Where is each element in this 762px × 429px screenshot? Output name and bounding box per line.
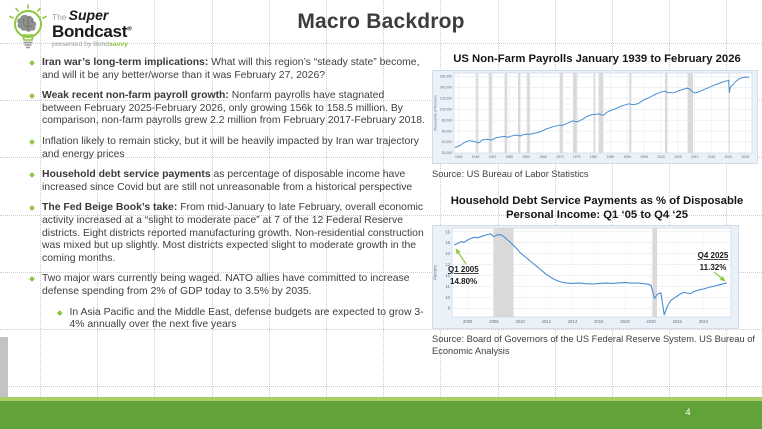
svg-text:16: 16 <box>445 229 450 235</box>
debt-service-chart-block <box>432 195 762 357</box>
bullet-diamond-icon <box>29 206 35 212</box>
bullet-list <box>28 57 426 332</box>
bullet-item <box>28 136 426 161</box>
bullet-item <box>28 169 426 194</box>
logo-presented-by: presented by <box>52 40 94 48</box>
logo-text <box>52 8 132 49</box>
payrolls-chart <box>432 70 758 164</box>
charts-column <box>432 53 762 357</box>
chart-annotation-value: 11.32% <box>699 263 727 272</box>
bullet-text: In Asia Pacific and the Middle East, defense budgets are expected to grow 3-4% annually over the next five years <box>69 306 424 331</box>
svg-text:20,000: 20,000 <box>441 150 452 155</box>
svg-text:100,000: 100,000 <box>439 106 452 111</box>
svg-text:2000: 2000 <box>657 154 665 159</box>
bullet-text: Two major wars currently being waged. NATO allies have committed to increase defense spending from 2% of GDP today to 3.5% by 2035. <box>42 273 410 297</box>
sub-bullet-item <box>28 307 426 332</box>
svg-text:2025: 2025 <box>741 154 750 159</box>
bullet-item <box>28 90 426 128</box>
svg-text:2018: 2018 <box>620 318 630 324</box>
svg-text:2022: 2022 <box>672 318 682 324</box>
bullet-item <box>28 273 426 298</box>
svg-text:Thousands of Persons: Thousands of Persons <box>433 94 438 131</box>
logo-super: Super <box>68 6 109 23</box>
svg-text:2012: 2012 <box>541 318 551 324</box>
debt-service-chart-title: Household Debt Service Payments as % of Disposable Personal Income: Q1 ‘05 to Q4 ‘25 <box>450 195 744 221</box>
bullet-text: Weak recent non-farm payroll growth: Nonfarm payrolls have stagnated between February 2025-February 2026, only growing 156k to 158.5 million. By comparison, non-farm payrolls grew 2.2 million from February 2017-February 2018. <box>42 90 425 127</box>
bullet-text: The Fed Beige Book’s take: From mid-January to late February, overall economic activity increased at a “slight to moderate pace” at 7 of the 12 Federal Reserve districts. Eight districts reported manufacturing growth. Non-residential construction was mixed but up slightly. Most districts expected slight to moderate growth in the coming months. <box>42 202 424 264</box>
svg-text:2008: 2008 <box>489 318 499 324</box>
logo-bondcast: Bondcast <box>52 21 128 41</box>
svg-text:2024: 2024 <box>698 318 709 324</box>
bullet-text: Iran war’s long-term implications: What will this region’s “steady state” become, and will it be any better/worse than it was February 27, 2026? <box>42 57 420 81</box>
svg-text:11: 11 <box>445 283 450 289</box>
payrolls-chart-title: US Non-Farm Payrolls January 1939 to February 2026 <box>453 53 741 65</box>
svg-text:15: 15 <box>445 240 450 246</box>
svg-text:2020: 2020 <box>724 154 733 159</box>
payrolls-chart-block <box>432 53 762 180</box>
svg-text:1940: 1940 <box>454 154 463 159</box>
svg-text:2010: 2010 <box>690 154 699 159</box>
svg-text:1985: 1985 <box>606 154 615 159</box>
svg-text:160,000: 160,000 <box>439 73 452 78</box>
svg-text:12: 12 <box>445 272 450 278</box>
svg-text:2015: 2015 <box>707 154 716 159</box>
svg-text:1980: 1980 <box>589 154 598 159</box>
svg-text:2005: 2005 <box>674 154 682 159</box>
svg-text:2010: 2010 <box>515 318 525 324</box>
left-edge-artifact <box>0 337 8 400</box>
svg-text:1950: 1950 <box>488 154 497 159</box>
debt-service-chart <box>432 225 739 329</box>
logo-bond: Bond <box>93 40 110 48</box>
bullet-item <box>28 202 426 265</box>
svg-text:120,000: 120,000 <box>439 95 452 100</box>
svg-text:1965: 1965 <box>539 154 547 159</box>
bullet-diamond-icon <box>29 172 35 178</box>
bullet-diamond-icon <box>29 93 35 99</box>
svg-text:2020: 2020 <box>646 318 656 324</box>
svg-text:10: 10 <box>445 294 450 300</box>
bullet-item <box>28 57 426 82</box>
chart-annotation-label: Q4 2025 <box>697 251 729 260</box>
svg-text:13: 13 <box>445 262 450 268</box>
svg-text:1955: 1955 <box>505 154 514 159</box>
bullet-diamond-icon <box>29 276 35 282</box>
svg-text:2016: 2016 <box>594 318 604 324</box>
bullet-diamond-icon <box>29 139 35 145</box>
svg-text:9: 9 <box>447 305 450 311</box>
logo-the: The <box>52 11 67 22</box>
svg-text:1990: 1990 <box>623 154 632 159</box>
svg-text:140,000: 140,000 <box>439 84 452 89</box>
svg-text:1960: 1960 <box>522 154 530 159</box>
svg-text:1975: 1975 <box>572 154 581 159</box>
bondcast-logo <box>6 4 132 52</box>
payrolls-chart-source: Source: US Bureau of Labor Statistics <box>432 168 589 179</box>
svg-text:1945: 1945 <box>471 154 480 159</box>
svg-text:1970: 1970 <box>556 154 564 159</box>
svg-text:1995: 1995 <box>640 154 648 159</box>
bullet-text: Household debt service payments as percentage of disposable income have increased since Covid but are still not unreasonable from a historical perspective <box>42 169 413 193</box>
svg-text:14: 14 <box>445 251 450 257</box>
page-title: Macro Backdrop <box>297 10 465 33</box>
svg-text:80,000: 80,000 <box>441 117 452 122</box>
page-number: 4 <box>685 407 691 418</box>
footer-bar <box>0 401 762 429</box>
registered-mark: ® <box>127 24 132 32</box>
lightbulb-brain-icon <box>6 4 50 52</box>
svg-text:60,000: 60,000 <box>441 128 452 133</box>
bullet-text: Inflation likely to remain sticky, but it will be heavily impacted by Iran war trajectory and energy prices <box>42 135 419 160</box>
chart-annotation-label: Q1 2005 <box>448 265 479 274</box>
svg-text:Percent: Percent <box>432 265 438 280</box>
svg-text:2014: 2014 <box>567 318 578 324</box>
logo-savvy: savvy <box>109 40 128 48</box>
svg-text:40,000: 40,000 <box>441 139 452 144</box>
bullet-diamond-icon <box>29 60 35 66</box>
chart-annotation-value: 14.80% <box>450 277 478 286</box>
debt-service-chart-source: Source: Board of Governors of the US Federal Reserve System. US Bureau of Economic Analysis <box>432 334 755 356</box>
bullet-diamond-icon <box>57 310 62 315</box>
svg-text:2006: 2006 <box>463 318 473 324</box>
